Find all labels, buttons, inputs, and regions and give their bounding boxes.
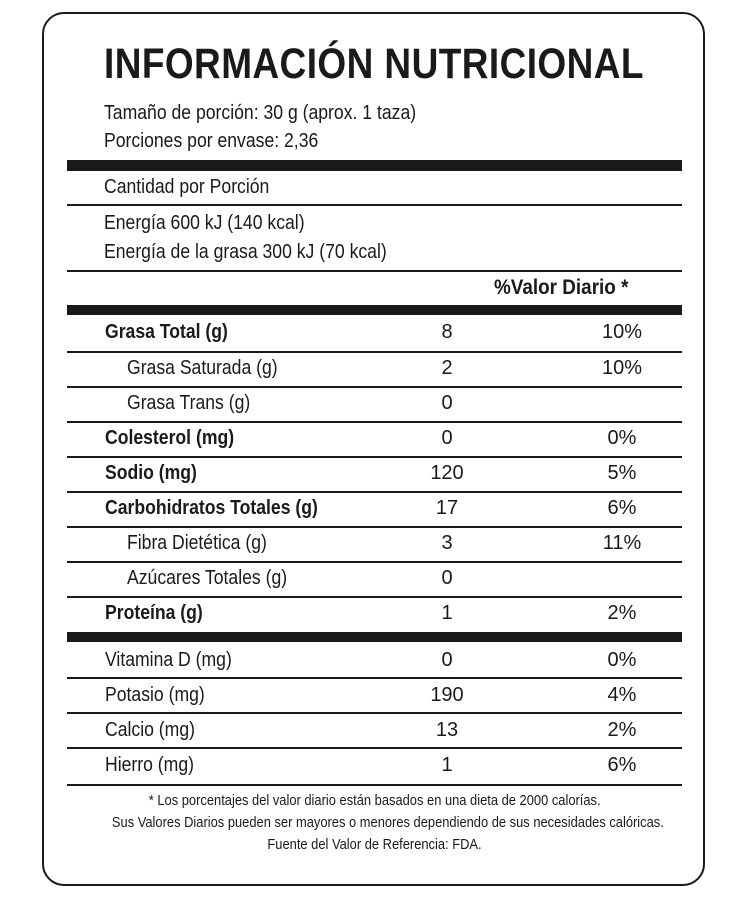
footnote-text: * Los porcentajes del valor diario están basados en una dieta de 2000 calorías. <box>148 792 601 809</box>
nutrient-row-vitamin-d <box>67 644 682 679</box>
energy-from-fat: Energía de la grasa 300 kJ (70 kcal) <box>104 241 387 263</box>
nutrient-amount: 17 <box>435 497 459 519</box>
nutrient-daily-value: 2% <box>607 602 637 624</box>
thick-divider <box>67 632 682 642</box>
nutrient-daily-value: 11% <box>602 532 642 554</box>
nutrient-amount: 1 <box>441 602 453 624</box>
nutrient-daily-value: 0% <box>607 427 637 449</box>
nutrient-daily-value: 10% <box>601 321 643 343</box>
thick-divider <box>67 160 682 171</box>
nutrient-name: Carbohidratos Totales (g) <box>105 497 318 519</box>
footnote-line-1 <box>67 792 682 809</box>
nutrient-daily-value: 6% <box>607 754 637 776</box>
divider <box>67 204 682 206</box>
nutrient-name: Fibra Dietética (g) <box>127 532 267 554</box>
nutrient-name: Hierro (mg) <box>105 754 194 776</box>
nutrient-daily-value: 4% <box>607 684 637 706</box>
daily-value-header: %Valor Diario * <box>494 276 629 299</box>
nutrient-amount: 0 <box>441 649 453 671</box>
nutrient-row-potassium <box>67 679 682 714</box>
nutrient-row-iron <box>67 749 682 784</box>
nutrient-name: Proteína (g) <box>105 602 203 624</box>
nutrient-row-trans-fat <box>67 387 682 422</box>
nutrient-amount: 1 <box>441 754 453 776</box>
nutrient-name: Vitamina D (mg) <box>105 649 232 671</box>
label-title: INFORMACIÓN NUTRICIONAL <box>104 40 644 88</box>
energy: Energía 600 kJ (140 kcal) <box>104 212 305 234</box>
servings-per-container: Porciones por envase: 2,36 <box>104 130 319 152</box>
nutrient-name: Sodio (mg) <box>105 462 197 484</box>
nutrient-daily-value: 10% <box>601 357 643 379</box>
thick-divider <box>67 305 682 315</box>
nutrient-row-cholesterol <box>67 422 682 457</box>
nutrient-row-total-carbs <box>67 492 682 527</box>
nutrient-amount: 8 <box>441 321 453 343</box>
footnote-text: Fuente del Valor de Referencia: FDA. <box>267 836 482 853</box>
nutrient-amount: 2 <box>441 357 453 379</box>
nutrient-amount: 190 <box>430 684 464 706</box>
nutrient-name: Grasa Total (g) <box>105 321 228 343</box>
nutrient-row-protein <box>67 597 682 632</box>
nutrient-amount: 3 <box>441 532 453 554</box>
nutrient-name: Potasio (mg) <box>105 684 205 706</box>
nutrient-row-total-sugars <box>67 562 682 597</box>
nutrient-row-saturated-fat <box>67 352 682 387</box>
nutrient-name: Grasa Trans (g) <box>127 392 251 414</box>
footnote-line-3 <box>67 836 682 853</box>
nutrient-name: Azúcares Totales (g) <box>127 567 288 589</box>
footnote-line-2 <box>67 814 682 831</box>
divider <box>67 270 682 272</box>
nutrient-amount: 0 <box>441 567 453 589</box>
nutrient-amount: 13 <box>435 719 459 741</box>
nutrient-daily-value: 0% <box>607 649 637 671</box>
nutrient-amount: 0 <box>441 392 453 414</box>
nutrient-row-sodium <box>67 457 682 492</box>
nutrient-amount: 0 <box>441 427 453 449</box>
nutrient-row-total-fat <box>67 316 682 351</box>
nutrient-row-calcium <box>67 714 682 749</box>
footnote-text: Sus Valores Diarios pueden ser mayores o menores dependiendo de sus necesidades calóricas. <box>111 814 664 831</box>
nutrient-name: Grasa Saturada (g) <box>127 357 278 379</box>
nutrient-daily-value: 6% <box>607 497 637 519</box>
nutrient-amount: 120 <box>430 462 464 484</box>
amount-per-serving: Cantidad por Porción <box>104 176 270 198</box>
nutrient-name: Colesterol (mg) <box>105 427 235 449</box>
nutrient-row-dietary-fiber <box>67 527 682 562</box>
divider <box>67 784 682 786</box>
nutrient-name: Calcio (mg) <box>105 719 195 741</box>
serving-size: Tamaño de porción: 30 g (aprox. 1 taza) <box>104 102 417 124</box>
nutrient-daily-value: 2% <box>607 719 637 741</box>
nutrient-daily-value: 5% <box>607 462 637 484</box>
